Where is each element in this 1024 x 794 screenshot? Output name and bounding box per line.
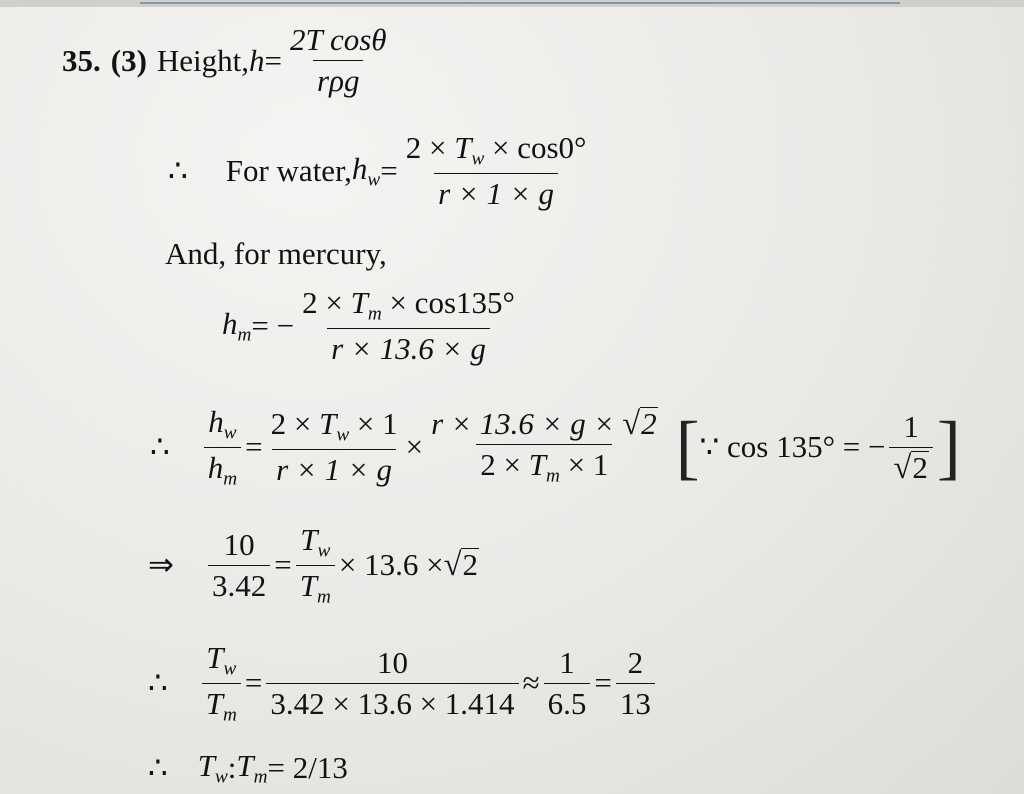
approx-numerator: 1 [559, 644, 575, 680]
ratio-lhs-numerator: $h_w$ [208, 404, 237, 444]
numeric-fraction [266, 645, 518, 722]
water-height-var: $h_w$ [351, 150, 381, 191]
therefore-symbol: ∴ [148, 750, 168, 786]
ratio-f1-denominator: r × 1 × g [272, 449, 396, 488]
sqrt-two: √ 2 [443, 547, 478, 584]
approx-sign: ≈ [522, 665, 540, 701]
tension-ratio-fraction [296, 522, 335, 608]
approx-denominator: 6.5 [544, 683, 591, 722]
equals-sign: = [380, 152, 398, 188]
one-over-root-two [889, 409, 932, 486]
ten-numerator: 10 [223, 526, 255, 562]
equals-sign: = [264, 42, 283, 78]
mercury-numerator: $2 \times T_m \times \cos 135^\circ$ [302, 285, 515, 325]
342-denominator: 3.42 [208, 565, 270, 604]
left-bracket: [ [675, 407, 700, 488]
tension-ratio-fraction [202, 640, 241, 726]
times-13-6: × 13.6 × [338, 547, 444, 583]
top-rule [0, 0, 1024, 7]
final-value: = 2/13 [267, 750, 348, 786]
result-denominator: 13 [616, 683, 655, 722]
line-height-ratio [150, 404, 961, 490]
height-label: Height, [156, 42, 250, 78]
problem-number: 35. [62, 42, 101, 78]
line-height-formula [62, 22, 395, 99]
water-denominator: r × 1 × g [434, 173, 558, 212]
result-numerator: 2 [627, 644, 644, 680]
equals-sign: = [274, 547, 292, 583]
answer-option: (3) [110, 42, 147, 78]
ratio-f2-numerator: r × 13.6 × g × √ 2 [431, 406, 657, 443]
mercury-intro-text: And, for mercury, [165, 236, 387, 271]
times-sign: × [405, 429, 424, 465]
tw-symbol: $T_w$ [197, 748, 228, 788]
water-label: For water, [225, 152, 352, 188]
height-var: h [249, 42, 265, 78]
sqrt-two: √ 2 [622, 406, 657, 443]
water-height-fraction [402, 130, 591, 212]
height-denominator: rρg [313, 60, 363, 99]
ratio-f1-numerator: $2 \times T_w \times 1$ [270, 406, 398, 447]
implies-arrow: ⇒ [148, 547, 174, 583]
equals-sign: = [594, 665, 612, 701]
tm-denominator: $T_m$ [202, 683, 241, 727]
tw-numerator: $T_w$ [206, 640, 237, 680]
equals-sign: = [244, 665, 263, 701]
line-mercury-height [222, 285, 523, 367]
ratio-fraction-2 [427, 406, 661, 488]
line-tension-ratio [148, 640, 659, 726]
ratio-f2-denominator: $2 \times T_m \times 1$ [476, 444, 612, 488]
therefore-symbol: ∴ [168, 152, 188, 188]
water-numerator: $2 \times T_w \times \cos 0^\circ$ [405, 130, 587, 170]
ratio-lhs-fraction [204, 404, 241, 490]
mercury-height-var: $h_m$ [222, 305, 252, 346]
because-cos135: ∵ cos 135° = − [699, 429, 886, 465]
right-bracket: ] [936, 407, 961, 488]
line-water-height [168, 130, 594, 212]
numeric-denominator: 3.42 × 13.6 × 1.414 [266, 683, 518, 722]
equals-minus: = − [251, 307, 295, 343]
colon: : [227, 750, 237, 786]
ratio-lhs-denominator: $h_m$ [204, 447, 241, 491]
line-ratio-substitution [148, 522, 479, 608]
therefore-symbol: ∴ [150, 429, 170, 465]
equals-sign: = [245, 429, 263, 465]
tm-symbol: $T_m$ [236, 748, 268, 788]
one-over-6-5 [544, 645, 591, 722]
mercury-height-fraction [298, 285, 519, 367]
two-over-13 [616, 645, 655, 722]
bracket-numerator: 1 [903, 408, 919, 444]
therefore-symbol: ∴ [148, 665, 168, 701]
tm-denominator: $T_m$ [296, 565, 335, 609]
mercury-denominator: r × 13.6 × g [327, 328, 490, 367]
tw-numerator: $T_w$ [300, 522, 331, 562]
numeric-numerator: 10 [376, 644, 408, 680]
line-final-ratio [148, 748, 348, 789]
ten-over-342 [208, 527, 270, 604]
ratio-fraction-1 [267, 406, 402, 488]
height-numerator: 2T cosθ [290, 22, 387, 57]
bracket-denominator: √ 2 [889, 447, 932, 486]
line-mercury-intro [165, 236, 387, 272]
height-fraction [286, 22, 390, 99]
